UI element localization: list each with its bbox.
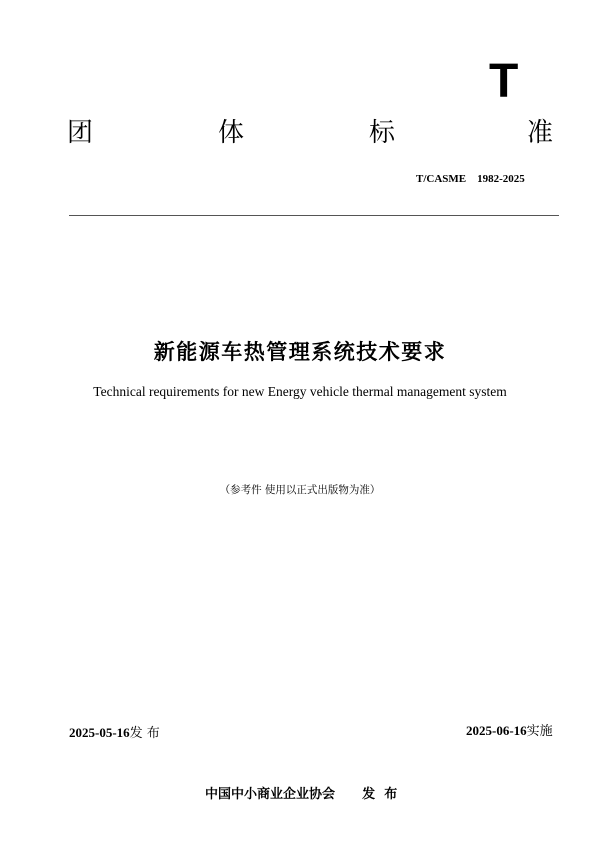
standard-type-letter: T xyxy=(489,55,519,108)
title-chinese: 新能源车热管理系统技术要求 xyxy=(153,340,447,364)
category-char-2: 体 xyxy=(218,118,245,148)
header-divider xyxy=(69,215,559,216)
implementation-label: 实施 xyxy=(526,724,553,739)
category-char-3: 标 xyxy=(369,118,396,148)
title-english: Technical requirements for new Energy vehicle thermal management system xyxy=(93,384,507,399)
category-char-4: 准 xyxy=(527,118,554,148)
implementation-date-line xyxy=(466,720,553,739)
reference-note: （参考件 使用以正式出版物为准） xyxy=(219,484,381,496)
issue-date: 2025-05-16 xyxy=(69,725,130,740)
issue-date-line xyxy=(69,722,160,741)
issue-label: 发 布 xyxy=(129,726,160,741)
standard-number: T/CASME 1982-2025 xyxy=(416,173,525,185)
publisher-line: 中国中小商业企业协会 发 布 xyxy=(205,787,398,802)
implementation-date: 2025-06-16 xyxy=(466,723,527,738)
category-char-1: 团 xyxy=(67,118,94,148)
